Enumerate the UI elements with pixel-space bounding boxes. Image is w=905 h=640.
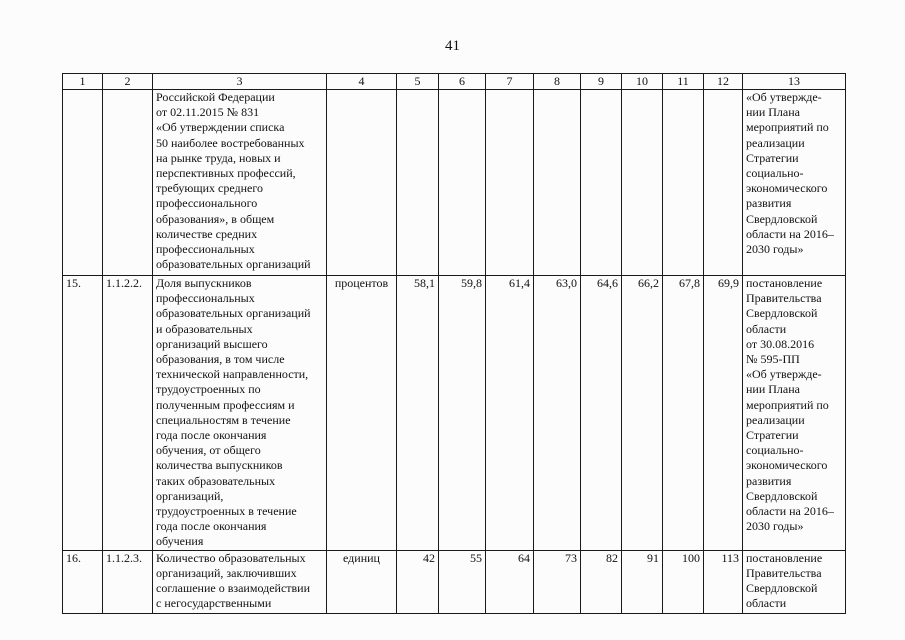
unit: единиц: [327, 550, 397, 613]
unit: процентов: [327, 276, 397, 551]
table-row-15: [63, 276, 846, 551]
value-cell: 113: [704, 550, 743, 613]
value-cell: [581, 90, 622, 276]
value-cell: 63,0: [534, 276, 581, 551]
indicators-table: [62, 73, 846, 614]
source-document: постановление Правительства Свердловской области: [743, 550, 846, 613]
header-cell: 6: [439, 74, 486, 90]
value-cell: [439, 90, 486, 276]
header-cell: 10: [622, 74, 663, 90]
indicator-text: Российской Федерации от 02.11.2015 № 831 «Об утверждении списка 50 наиболее востребованных на рынке труда, новых и перспективных профессий, требующих среднего профессионального образования», в общем количестве средних профессиональных образовательных организаций: [153, 90, 327, 276]
row-code: [103, 90, 153, 276]
value-cell: 69,9: [704, 276, 743, 551]
table-row-16: [63, 550, 846, 613]
header-cell: 12: [704, 74, 743, 90]
value-cell: 73: [534, 550, 581, 613]
value-cell: 58,1: [397, 276, 439, 551]
row-code: 1.1.2.3.: [103, 550, 153, 613]
value-cell: 61,4: [486, 276, 534, 551]
value-cell: 64: [486, 550, 534, 613]
value-cell: [397, 90, 439, 276]
value-cell: 67,8: [663, 276, 704, 551]
value-cell: 55: [439, 550, 486, 613]
row-number: 16.: [63, 550, 103, 613]
header-row: [63, 74, 846, 90]
table-row-continuation: [63, 90, 846, 276]
value-cell: 91: [622, 550, 663, 613]
page-number: 41: [445, 38, 460, 54]
header-cell: 11: [663, 74, 704, 90]
header-cell: 5: [397, 74, 439, 90]
value-cell: [704, 90, 743, 276]
value-cell: 66,2: [622, 276, 663, 551]
value-cell: [534, 90, 581, 276]
value-cell: 42: [397, 550, 439, 613]
row-number: [63, 90, 103, 276]
value-cell: 82: [581, 550, 622, 613]
source-document: постановление Правительства Свердловской области от 30.08.2016 № 595-ПП «Об утвержде- нии Плана мероприятий по реализации Стратегии социально- экономического развития Свердловской области на 2016– 2030 годы»: [743, 276, 846, 551]
header-cell: 4: [327, 74, 397, 90]
value-cell: 59,8: [439, 276, 486, 551]
header-cell: 1: [63, 74, 103, 90]
header-cell: 8: [534, 74, 581, 90]
header-cell: 2: [103, 74, 153, 90]
value-cell: [622, 90, 663, 276]
value-cell: 64,6: [581, 276, 622, 551]
header-cell: 9: [581, 74, 622, 90]
header-cell: 7: [486, 74, 534, 90]
row-number: 15.: [63, 276, 103, 551]
indicator-text: Количество образовательных организаций, заключивших соглашение о взаимодействии с негосударственными: [153, 550, 327, 613]
value-cell: 100: [663, 550, 704, 613]
header-cell: 3: [153, 74, 327, 90]
indicator-text: Доля выпускников профессиональных образовательных организаций и образовательных организаций высшего образования, в том числе технической направленности, трудоустроенных по полученным профессиям и специальностям в течение года после окончания обучения, от общего количества выпускников таких образовательных организаций, трудоустроенных в течение года после окончания обучения: [153, 276, 327, 551]
unit: [327, 90, 397, 276]
row-code: 1.1.2.2.: [103, 276, 153, 551]
source-document: «Об утвержде- нии Плана мероприятий по реализации Стратегии социально- экономического развития Свердловской области на 2016– 2030 годы»: [743, 90, 846, 276]
value-cell: [486, 90, 534, 276]
value-cell: [663, 90, 704, 276]
header-cell: 13: [743, 74, 846, 90]
